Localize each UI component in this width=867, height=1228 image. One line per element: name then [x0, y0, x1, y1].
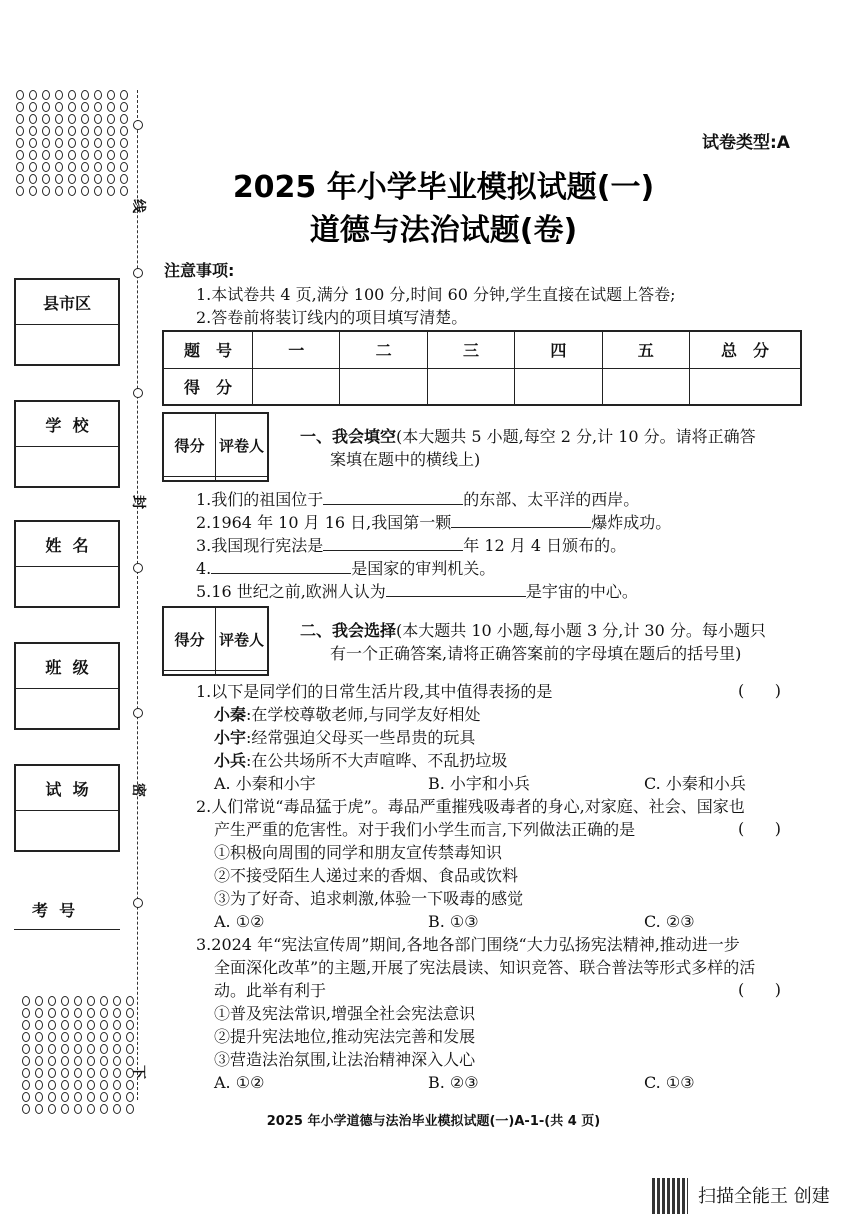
binding-dot — [87, 1056, 95, 1066]
binding-dot — [113, 1044, 121, 1054]
binding-dot — [100, 1092, 108, 1102]
binding-dot — [74, 1008, 82, 1018]
binding-dot — [107, 150, 115, 160]
paper-type: 试卷类型:A — [702, 133, 790, 153]
grader-label: 评卷人 — [216, 607, 269, 671]
binding-dot — [48, 1056, 56, 1066]
binding-dot — [48, 1080, 56, 1090]
option-c[interactable]: C. ②③ — [644, 912, 695, 931]
binding-dot — [42, 114, 50, 124]
field-county[interactable] — [14, 278, 120, 366]
choice-q3-option: ③营造法治氛围,让法治精神深入人心 — [214, 1050, 476, 1069]
binding-dot — [35, 1032, 43, 1042]
binding-dot — [100, 1020, 108, 1030]
binding-dot — [94, 114, 102, 124]
choice-q1-line: 小宇:经常强迫父母买一些昂贵的玩具 — [214, 728, 476, 747]
binding-dot — [35, 1008, 43, 1018]
option-a[interactable]: A. ①② — [214, 1073, 265, 1092]
binding-dot — [120, 102, 128, 112]
answer-paren[interactable]: ( ) — [738, 980, 781, 999]
binding-ring — [133, 268, 143, 278]
binding-dot — [16, 138, 24, 148]
score-cell: 得 分 — [163, 368, 253, 405]
grader-box — [162, 606, 269, 676]
binding-lower-char: 下 — [130, 1065, 146, 1079]
section2-header — [300, 620, 766, 642]
binding-dot — [87, 1068, 95, 1078]
section2-desc: (本大题共 10 小题,每小题 3 分,计 30 分。每小题只 — [396, 621, 766, 640]
binding-line-char: 线 — [130, 199, 146, 213]
binding-dot — [48, 1032, 56, 1042]
binding-dot — [87, 1008, 95, 1018]
section2-heading: 二、我会选择 — [300, 621, 397, 640]
grader-box — [162, 412, 269, 482]
binding-dot — [81, 138, 89, 148]
binding-dot — [42, 102, 50, 112]
binding-dot — [126, 1092, 134, 1102]
grader-label: 评卷人 — [216, 413, 269, 477]
score-input[interactable] — [253, 368, 340, 405]
binding-dot — [113, 1020, 121, 1030]
binding-ring — [133, 708, 143, 718]
score-table-score-row — [163, 368, 801, 405]
section2-desc-cont: 有一个正确答案,请将正确答案前的字母填在题后的括号里) — [330, 644, 742, 663]
score-cell: 二 — [340, 331, 427, 368]
binding-dot — [22, 996, 30, 1006]
option-a[interactable]: A. ①② — [214, 912, 265, 931]
field-class[interactable] — [14, 642, 120, 730]
binding-dot — [22, 1032, 30, 1042]
binding-dot — [48, 1068, 56, 1078]
binding-dot — [107, 90, 115, 100]
binding-dot — [16, 126, 24, 136]
binding-dot — [74, 1032, 82, 1042]
binding-dot — [94, 90, 102, 100]
binding-dot — [74, 1020, 82, 1030]
exam-subtitle: 道德与法治试题(卷) — [309, 213, 578, 248]
binding-dot — [48, 1044, 56, 1054]
score-cell: 总 分 — [690, 331, 802, 368]
binding-dot — [100, 1008, 108, 1018]
binding-dot — [74, 1068, 82, 1078]
binding-dot — [74, 1080, 82, 1090]
binding-dot — [22, 1092, 30, 1102]
score-cell: 一 — [253, 331, 340, 368]
grader-name-input[interactable] — [216, 671, 269, 675]
binding-dot — [35, 1068, 43, 1078]
field-label: 考 号 — [14, 880, 120, 930]
binding-dot — [35, 1092, 43, 1102]
binding-dot — [120, 126, 128, 136]
choice-q3-option: ①普及宪法常识,增强全社会宪法意识 — [214, 1004, 476, 1023]
fill-question-1: 1.我们的祖国位于 的东部、太平洋的西岸。 — [196, 487, 639, 511]
binding-dot — [107, 114, 115, 124]
binding-dot — [81, 102, 89, 112]
grader-score-input[interactable] — [163, 671, 216, 675]
score-input[interactable] — [427, 368, 514, 405]
qr-code-icon — [652, 1178, 688, 1214]
binding-dot — [113, 1068, 121, 1078]
binding-dot — [55, 90, 63, 100]
binding-dot — [61, 1056, 69, 1066]
binding-dot — [42, 126, 50, 136]
section1-desc: (本大题共 5 小题,每空 2 分,计 10 分。请将正确答 — [396, 427, 756, 446]
choice-q3-stem: 3.2024 年“宪法宣传周”期间,各地各部门围绕“大力弘扬宪法精神,推动进一步 — [196, 935, 740, 954]
binding-dot — [120, 150, 128, 160]
binding-dot — [100, 1032, 108, 1042]
binding-dot — [120, 138, 128, 148]
binding-dot — [74, 996, 82, 1006]
binding-dot — [68, 114, 76, 124]
answer-blank[interactable] — [451, 510, 591, 528]
binding-ring — [133, 120, 143, 130]
binding-dot — [74, 1056, 82, 1066]
binding-dot — [22, 1056, 30, 1066]
binding-dot — [29, 90, 37, 100]
binding-dot — [126, 1008, 134, 1018]
answer-paren[interactable]: ( ) — [738, 681, 781, 700]
score-cell: 三 — [427, 331, 514, 368]
binding-ring — [133, 388, 143, 398]
binding-dot — [126, 1044, 134, 1054]
choice-q3-stem: 全面深化改革”的主题,开展了宪法晨读、知识竞答、联合普法等形式多样的活 — [214, 958, 756, 977]
binding-dot — [94, 150, 102, 160]
score-input[interactable] — [340, 368, 427, 405]
binding-dot — [113, 1092, 121, 1102]
binding-dot — [55, 138, 63, 148]
binding-dot — [48, 1092, 56, 1102]
fill-question-3: 3.我国现行宪法是 年 12 月 4 日颁布的。 — [196, 533, 626, 557]
binding-secret-char: 密 — [130, 783, 146, 797]
binding-dot — [81, 90, 89, 100]
binding-dot — [42, 90, 50, 100]
field-school[interactable] — [14, 400, 120, 488]
binding-dot — [48, 996, 56, 1006]
binding-dot — [126, 1080, 134, 1090]
answer-blank[interactable] — [211, 556, 351, 574]
binding-dot — [61, 1044, 69, 1054]
binding-dot — [74, 1044, 82, 1054]
binding-dot — [87, 996, 95, 1006]
binding-dot — [35, 1056, 43, 1066]
fill-question-4: 4. 是国家的审判机关。 — [196, 556, 495, 580]
binding-dot — [48, 1020, 56, 1030]
binding-dot — [107, 138, 115, 148]
fill-question-5: 5.16 世纪之前,欧洲人认为 是宇宙的中心。 — [196, 579, 638, 603]
binding-dot — [55, 102, 63, 112]
binding-dot — [113, 996, 121, 1006]
binding-dot — [87, 1080, 95, 1090]
binding-dot — [87, 1032, 95, 1042]
section1-desc-cont: 案填在题中的横线上) — [330, 450, 481, 469]
choice-q3-stem: 动。此举有利于 — [214, 981, 327, 1000]
grader-score-input[interactable] — [163, 477, 216, 481]
answer-blank[interactable] — [323, 487, 463, 505]
choice-q2-stem: 产生严重的危害性。对于我们小学生而言,下列做法正确的是 — [214, 820, 636, 839]
binding-dot — [22, 1044, 30, 1054]
grader-name-input[interactable] — [216, 477, 269, 481]
binding-dots-bottom — [22, 996, 122, 1114]
score-cell: 五 — [602, 331, 689, 368]
binding-dot — [48, 1008, 56, 1018]
binding-dot — [61, 1008, 69, 1018]
field-exam-number[interactable] — [14, 880, 120, 940]
fill-question-2: 2.1964 年 10 月 16 日,我国第一颗 爆炸成功。 — [196, 510, 671, 534]
binding-dot — [100, 1080, 108, 1090]
score-cell: 四 — [515, 331, 602, 368]
choice-q2-option: ②不接受陌生人递过来的香烟、食品或饮料 — [214, 866, 519, 885]
binding-dot — [42, 138, 50, 148]
binding-dot — [29, 126, 37, 136]
choice-q1-stem: 1.以下是同学们的日常生活片段,其中值得表扬的是 — [196, 682, 553, 701]
binding-dot — [68, 126, 76, 136]
binding-dot — [16, 90, 24, 100]
binding-dot — [61, 996, 69, 1006]
score-input[interactable] — [602, 368, 689, 405]
binding-dot — [74, 1092, 82, 1102]
binding-dot — [68, 102, 76, 112]
section1-heading: 一、我会填空 — [300, 427, 397, 446]
binding-dot — [81, 150, 89, 160]
binding-dot — [16, 114, 24, 124]
answer-paren[interactable]: ( ) — [738, 819, 781, 838]
binding-dot — [94, 126, 102, 136]
binding-dot — [87, 1044, 95, 1054]
binding-dot — [68, 138, 76, 148]
option-b[interactable]: B. ②③ — [428, 1073, 479, 1092]
binding-dot — [22, 1068, 30, 1078]
binding-dot — [68, 150, 76, 160]
answer-blank[interactable] — [323, 533, 463, 551]
binding-dot — [81, 126, 89, 136]
binding-dot — [61, 1020, 69, 1030]
binding-dot — [113, 1032, 121, 1042]
grader-score-label: 得分 — [163, 607, 216, 671]
binding-dot — [35, 996, 43, 1006]
binding-dot — [35, 1044, 43, 1054]
field-name[interactable] — [14, 520, 120, 608]
binding-dot — [29, 114, 37, 124]
binding-dot — [35, 1020, 43, 1030]
binding-dot — [126, 1032, 134, 1042]
choice-q2-option: ①积极向周围的同学和朋友宣传禁毒知识 — [214, 843, 503, 862]
binding-dot — [61, 1080, 69, 1090]
choice-q2-stem: 2.人们常说“毒品猛于虎”。毒品严重摧残吸毒者的身心,对家庭、社会、国家也 — [196, 797, 745, 816]
binding-dot — [100, 996, 108, 1006]
option-b[interactable]: B. ①③ — [428, 912, 479, 931]
field-label: 学 校 — [16, 402, 118, 447]
exam-title: 2025 年小学毕业模拟试题(一) — [232, 170, 655, 205]
binding-dot — [94, 138, 102, 148]
score-table — [162, 330, 802, 406]
watermark-text: 扫描全能王 创建 — [698, 1186, 830, 1207]
binding-dot — [87, 1020, 95, 1030]
binding-dot — [22, 1020, 30, 1030]
binding-ring — [133, 898, 143, 908]
grader-score-label: 得分 — [163, 413, 216, 477]
field-label: 姓 名 — [16, 522, 118, 567]
binding-dot — [113, 1008, 121, 1018]
page-footer: 2025 年小学道德与法治毕业模拟试题(一)A-1-(共 4 页) — [266, 1114, 601, 1129]
binding-dot — [126, 1020, 134, 1030]
binding-dot — [61, 1092, 69, 1102]
binding-dot — [42, 150, 50, 160]
binding-dot — [55, 150, 63, 160]
binding-dot — [94, 102, 102, 112]
choice-q1-line: 小秦:在学校尊敬老师,与同学友好相处 — [214, 705, 481, 724]
score-table-header-row — [163, 331, 801, 368]
binding-dot — [113, 1056, 121, 1066]
notice-item: 2.答卷前将装订线内的项目填写清楚。 — [196, 308, 468, 327]
binding-dot — [16, 102, 24, 112]
binding-dot — [107, 126, 115, 136]
option-c[interactable]: C. ①③ — [644, 1073, 695, 1092]
choice-q3-option: ②提升宪法地位,推动宪法完善和发展 — [214, 1027, 476, 1046]
binding-dot — [120, 90, 128, 100]
binding-dot — [29, 150, 37, 160]
binding-dot — [55, 126, 63, 136]
answer-blank[interactable] — [386, 579, 526, 597]
binding-dot — [68, 90, 76, 100]
binding-seal-char: 封 — [130, 495, 146, 509]
binding-dot — [81, 114, 89, 124]
score-cell: 题 号 — [163, 331, 253, 368]
field-label: 县市区 — [16, 280, 118, 325]
binding-ring — [133, 563, 143, 573]
choice-q2-option: ③为了好奇、追求刺激,体验一下吸毒的感觉 — [214, 889, 524, 908]
binding-dot — [29, 102, 37, 112]
binding-dot — [113, 1080, 121, 1090]
binding-dot — [100, 1056, 108, 1066]
section1-header — [300, 426, 756, 448]
notice-item: 1.本试卷共 4 页,满分 100 分,时间 60 分钟,学生直接在试题上答卷; — [196, 285, 676, 304]
option-a[interactable]: A. 小秦和小宇 — [214, 774, 316, 793]
binding-dot — [107, 102, 115, 112]
binding-dot — [61, 1068, 69, 1078]
binding-dot — [22, 1008, 30, 1018]
option-c[interactable]: C. 小秦和小兵 — [644, 774, 746, 793]
score-input[interactable] — [515, 368, 602, 405]
binding-dot — [100, 1044, 108, 1054]
choice-q1-line: 小兵:在公共场所不大声喧哗、不乱扔垃圾 — [214, 751, 508, 770]
option-b[interactable]: B. 小宇和小兵 — [428, 774, 530, 793]
field-room[interactable] — [14, 764, 120, 852]
notice-heading: 注意事项: — [164, 261, 235, 280]
field-label: 试 场 — [16, 766, 118, 811]
field-label: 班 级 — [16, 644, 118, 689]
binding-dot — [55, 114, 63, 124]
binding-dot — [100, 1068, 108, 1078]
binding-dot — [61, 1032, 69, 1042]
binding-dot — [120, 114, 128, 124]
binding-dot — [35, 1080, 43, 1090]
binding-dot — [87, 1092, 95, 1102]
binding-dot — [22, 1080, 30, 1090]
binding-dot — [29, 138, 37, 148]
score-input[interactable] — [690, 368, 802, 405]
binding-dot — [126, 996, 134, 1006]
binding-dot — [16, 150, 24, 160]
